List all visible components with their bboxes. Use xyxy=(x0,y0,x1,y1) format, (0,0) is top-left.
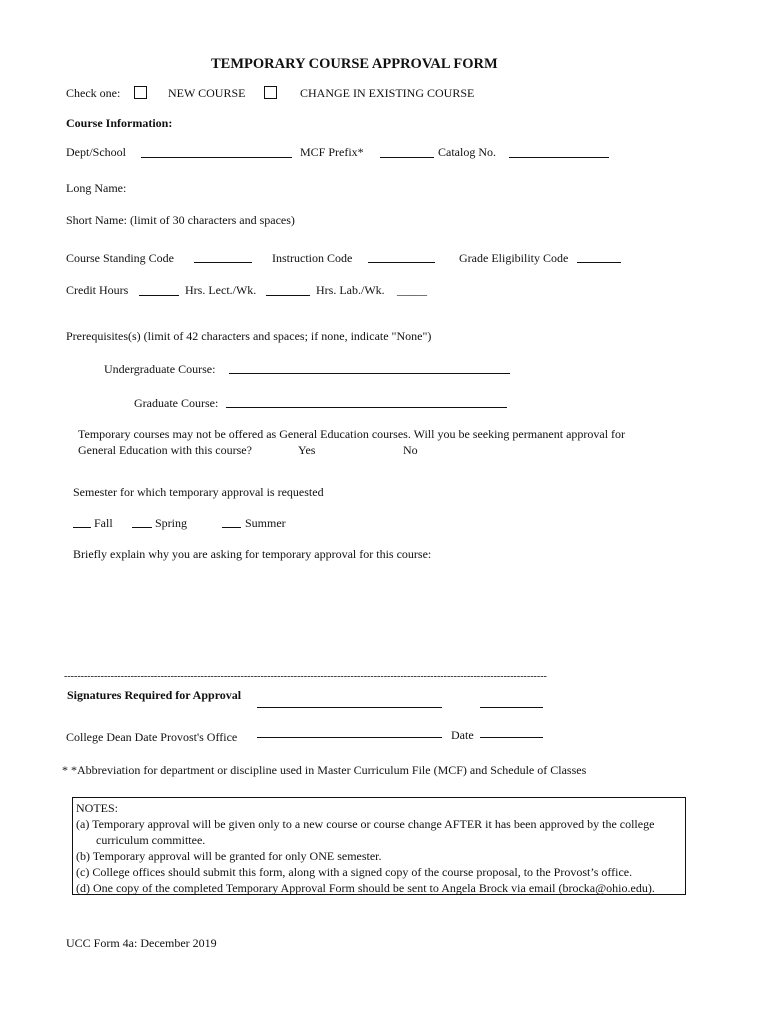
long-name-label: Long Name: xyxy=(66,181,127,195)
gen-ed-no-option[interactable]: No xyxy=(403,443,418,457)
undergraduate-course-field[interactable] xyxy=(229,373,510,374)
notes-heading xyxy=(76,800,682,816)
credit-hours-label: Credit Hours xyxy=(66,283,129,297)
catalog-no-field[interactable] xyxy=(509,157,609,158)
separator-line: ------------------------------------------------------------------------------------------------------------------------------------------------- xyxy=(64,671,547,682)
provost-signature-line[interactable] xyxy=(257,737,442,738)
notes-box xyxy=(72,797,686,895)
form-footer: UCC Form 4a: December 2019 xyxy=(66,936,217,950)
explanation-area[interactable] xyxy=(73,566,673,666)
college-dean-date-line[interactable] xyxy=(480,707,543,708)
hrs-lect-label: Hrs. Lect./Wk. xyxy=(185,283,257,297)
change-existing-checkbox[interactable] xyxy=(264,86,277,99)
summer-label: Summer xyxy=(245,516,286,530)
hrs-lab-field[interactable]: _____ xyxy=(397,283,427,297)
mcf-footnote: * *Abbreviation for department or discipline used in Master Curriculum File (MCF) and Schedule of Classes xyxy=(62,763,587,777)
college-dean-provost-label: College Dean Date Provost's Office xyxy=(66,730,238,744)
fall-blank[interactable] xyxy=(73,527,91,528)
check-one-label: Check one: xyxy=(66,86,121,100)
note-b: (b) Temporary approval will be granted for only ONE semester. xyxy=(76,849,382,863)
spring-label: Spring xyxy=(155,516,188,530)
instruction-code-field[interactable] xyxy=(368,262,435,263)
undergraduate-course-label: Undergraduate Course: xyxy=(104,362,216,376)
note-d: (d) One copy of the completed Temporary Approval Form should be sent to Angela Brock via email (brocka@ohio.edu). xyxy=(76,881,655,895)
mcf-prefix-label: MCF Prefix* xyxy=(300,145,364,159)
summer-blank[interactable] xyxy=(222,527,241,528)
hrs-lab-label: Hrs. Lab./Wk. xyxy=(316,283,385,297)
gen-ed-question-line1: Temporary courses may not be offered as General Education courses. Will you be seeking permanent approval for xyxy=(78,427,626,441)
college-dean-signature-line[interactable] xyxy=(257,707,442,708)
graduate-course-label: Graduate Course: xyxy=(134,396,219,410)
grade-eligibility-code-label: Grade Eligibility Code xyxy=(459,251,569,265)
gen-ed-question-line2: General Education with this course? xyxy=(78,443,252,457)
provost-date-label: Date xyxy=(451,728,474,742)
fall-label: Fall xyxy=(94,516,113,530)
dept-school-field[interactable] xyxy=(141,157,292,158)
gen-ed-yes-option[interactable]: Yes xyxy=(298,443,316,457)
catalog-no-label: Catalog No. xyxy=(438,145,496,159)
graduate-course-field[interactable] xyxy=(226,407,507,408)
signatures-heading: Signatures Required for Approval xyxy=(67,688,242,702)
change-existing-label: CHANGE IN EXISTING COURSE xyxy=(300,86,475,100)
semester-prompt: Semester for which temporary approval is requested xyxy=(73,485,324,499)
provost-date-line[interactable] xyxy=(480,737,543,738)
note-c: (c) College offices should submit this form, along with a signed copy of the course proposal, to the Provost’s office. xyxy=(76,865,633,879)
spring-blank[interactable] xyxy=(132,527,152,528)
course-info-heading: Course Information: xyxy=(66,116,173,130)
note-a-line1: (a) Temporary approval will be given only to a new course or course change AFTER it has been approved by the college xyxy=(76,817,655,831)
dept-school-label: Dept/School xyxy=(66,145,126,159)
notes-heading-text: NOTES xyxy=(76,801,115,815)
short-name-label: Short Name: (limit of 30 characters and spaces) xyxy=(66,213,295,227)
course-standing-code-label: Course Standing Code xyxy=(66,251,174,265)
prerequisites-label: Prerequisites(s) (limit of 42 characters and spaces; if none, indicate "None") xyxy=(66,329,432,343)
new-course-label: NEW COURSE xyxy=(168,86,246,100)
credit-hours-field[interactable] xyxy=(139,295,179,296)
note-a-line2: curriculum committee. xyxy=(96,833,206,847)
form-title: TEMPORARY COURSE APPROVAL FORM xyxy=(211,56,498,72)
grade-eligibility-code-field[interactable] xyxy=(577,262,621,263)
notes-heading-colon: : xyxy=(114,801,119,815)
instruction-code-label: Instruction Code xyxy=(272,251,353,265)
course-standing-code-field[interactable] xyxy=(194,262,252,263)
new-course-checkbox[interactable] xyxy=(134,86,147,99)
mcf-prefix-field[interactable] xyxy=(380,157,434,158)
explain-prompt: Briefly explain why you are asking for temporary approval for this course: xyxy=(73,547,432,561)
hrs-lect-field[interactable] xyxy=(266,295,310,296)
